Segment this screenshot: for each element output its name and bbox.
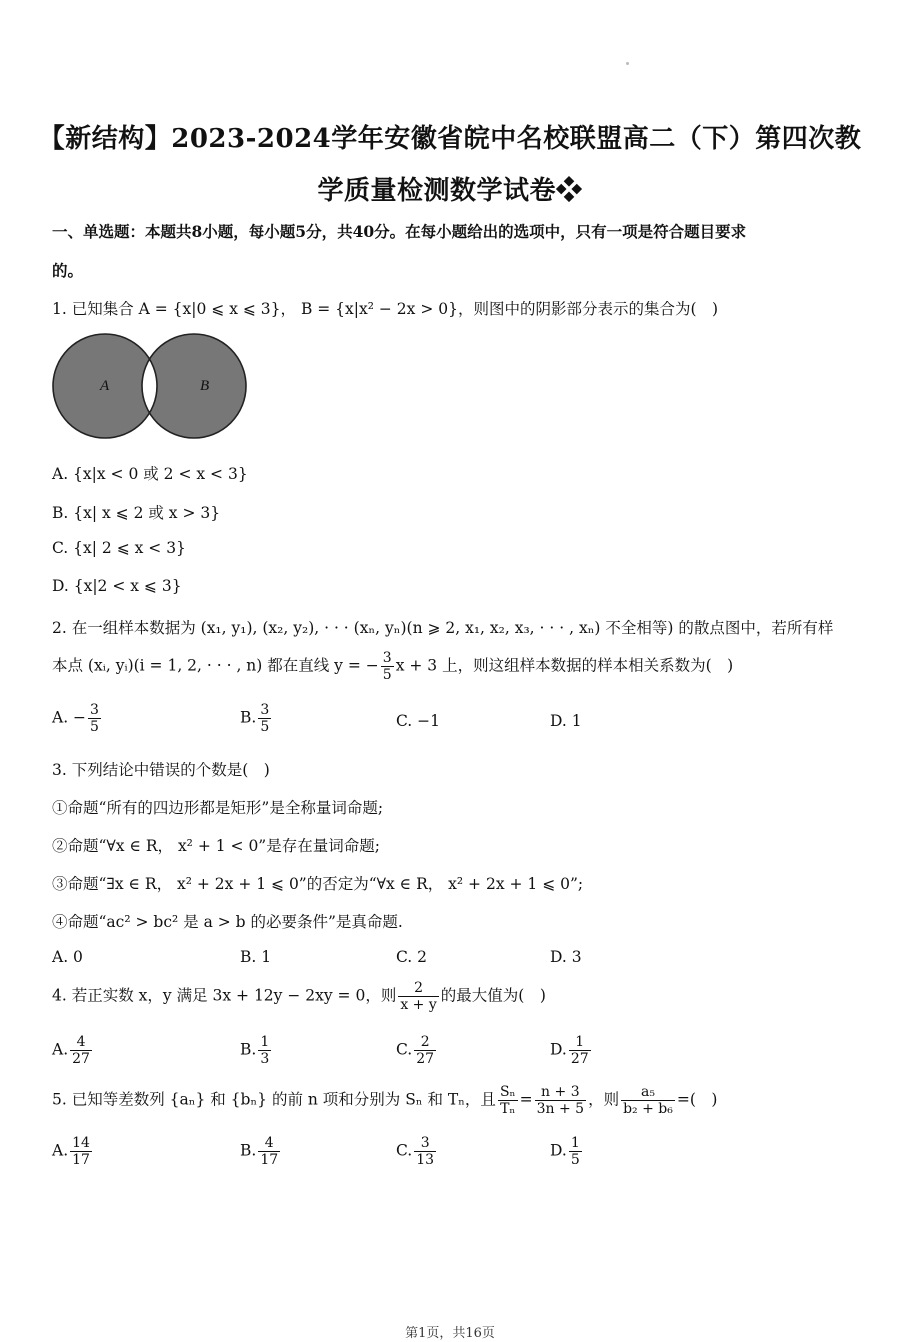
question-3-stem: 3. 下列结论中错误的个数是( ) <box>52 761 270 779</box>
fraction: $\frac{n + 3}{3n + 5}$ <box>536 1084 585 1118</box>
q2-option-d[interactable]: D. 1 <box>550 712 582 730</box>
q4-option-c[interactable]: C. $\frac{2}{27}$ <box>396 1034 435 1068</box>
fraction: $\frac{2}{x + y}$ <box>400 980 437 1014</box>
q3-option-a[interactable]: A. 0 <box>52 948 83 966</box>
fraction: $\frac{1}{27}$ <box>570 1034 589 1068</box>
fraction: $\frac{\text{Sₙ}}{\text{Tₙ}}$ <box>499 1084 516 1118</box>
q4-option-a[interactable]: A. $\frac{4}{27}$ <box>52 1034 90 1068</box>
q3-option-d[interactable]: D. 3 <box>550 948 582 966</box>
fraction: $\frac{3}{13}$ <box>416 1135 435 1169</box>
q5-option-d[interactable]: D. $\frac{1}{5}$ <box>550 1135 580 1169</box>
q3-statement-4: ④命题“ac² > bc² 是 a > b 的必要条件”是真命题. <box>52 913 403 931</box>
page-footer: 第1页，共16页 <box>405 1326 495 1341</box>
fraction: $\frac{1}{3}$ <box>260 1034 270 1068</box>
fraction: $\frac{2}{27}$ <box>416 1034 435 1068</box>
venn-label-b: B <box>200 378 210 394</box>
q3-statement-3: ③命题“∃x ∈ R， x² + 2x + 1 ⩽ 0”的否定为“∀x ∈ R， x² + 2x + 1 ⩽ 0”; <box>52 875 584 893</box>
q3-statement-1: ①命题“所有的四边形都是矩形”是全称量词命题; <box>52 799 384 817</box>
scan-speck <box>626 62 629 65</box>
question-2-stem-cont: 本点 (xᵢ, yᵢ)(i = 1, 2, · · · , n) 都在直线 y = − $\frac{3}{5}$ x + 3 上，则这组样本数据的样本相关系数为( ) <box>52 650 734 684</box>
page-title-line2: 学质量检测数学试卷❖ <box>317 176 583 206</box>
fraction: $\frac{1}{5}$ <box>570 1135 580 1169</box>
q5-option-a[interactable]: A. $\frac{14}{17}$ <box>52 1135 90 1169</box>
fraction: $\frac{4}{17}$ <box>260 1135 279 1169</box>
question-4-stem: 4. 若正实数 x，y 满足 3x + 12y − 2xy = 0，则 $\frac{2}{x + y}$ 的最大值为( ) <box>52 980 546 1014</box>
page-title-line1: 【新结构】2023-2024学年安徽省皖中名校联盟高二（下）第四次教 <box>38 124 862 154</box>
q4-option-d[interactable]: D. $\frac{1}{27}$ <box>550 1034 589 1068</box>
fraction: $\frac{3}{5}$ <box>90 702 99 736</box>
question-1-stem: 1. 已知集合 A = {x|0 ⩽ x ⩽ 3}， B = {x|x² − 2x > 0}，则图中的阴影部分表示的集合为( ) <box>52 300 719 318</box>
q2-option-a[interactable]: A. − $\frac{3}{5}$ <box>52 702 99 736</box>
question-5-stem: 5. 已知等差数列 {aₙ} 和 {bₙ} 的前 n 项和分别为 Sₙ 和 Tₙ，且 $\frac{\text{Sₙ}}{\text{Tₙ}}$ = $\frac{n + 3}{3n + 5}$ ，则 $\frac{\text{a₅}}{\text{b₂ + b₆}}$ =( ) <box>52 1084 718 1118</box>
section-heading: 一、单选题：本题共8小题，每小题5分，共40分。在每小题给出的选项中，只有一项是符合题目要求 <box>52 222 747 241</box>
q3-option-c[interactable]: C. 2 <box>396 948 428 966</box>
section-heading-cont: 的。 <box>52 261 84 280</box>
q5-option-c[interactable]: C. $\frac{3}{13}$ <box>396 1135 435 1169</box>
fraction: $\frac{3}{5}$ <box>382 650 392 684</box>
q1-option-d[interactable]: D. {x|2 < x ⩽ 3} <box>52 577 182 595</box>
fraction: $\frac{14}{17}$ <box>72 1135 90 1169</box>
q3-statement-2: ②命题“∀x ∈ R， x² + 1 < 0”是存在量词命题; <box>52 837 380 855</box>
q4-option-b[interactable]: B. $\frac{1}{3}$ <box>240 1034 270 1068</box>
q3-option-b[interactable]: B. 1 <box>240 948 272 966</box>
q1-option-b[interactable]: B. {x| x ⩽ 2 或 x > 3} <box>52 504 221 522</box>
q1-option-c[interactable]: C. {x| 2 ⩽ x < 3} <box>52 539 186 557</box>
venn-diagram <box>48 330 250 444</box>
q2-option-c[interactable]: C. −1 <box>396 712 441 730</box>
q5-option-b[interactable]: B. $\frac{4}{17}$ <box>240 1135 279 1169</box>
fraction: $\frac{\text{a₅}}{\text{b₂ + b₆}}$ <box>623 1084 673 1118</box>
q2-option-b[interactable]: B. $\frac{3}{5}$ <box>240 702 270 736</box>
fraction: $\frac{4}{27}$ <box>72 1034 90 1068</box>
venn-label-a: A <box>100 378 110 394</box>
question-2-stem: 2. 在一组样本数据为 (x₁, y₁), (x₂, y₂), · · · (xₙ, yₙ)(n ⩾ 2, x₁, x₂, x₃, · · · , xₙ) 不全相等) 的散点图中，若所有样 <box>52 619 834 637</box>
fraction: $\frac{3}{5}$ <box>260 702 270 736</box>
q1-option-a[interactable]: A. {x|x < 0 或 2 < x < 3} <box>52 465 248 483</box>
